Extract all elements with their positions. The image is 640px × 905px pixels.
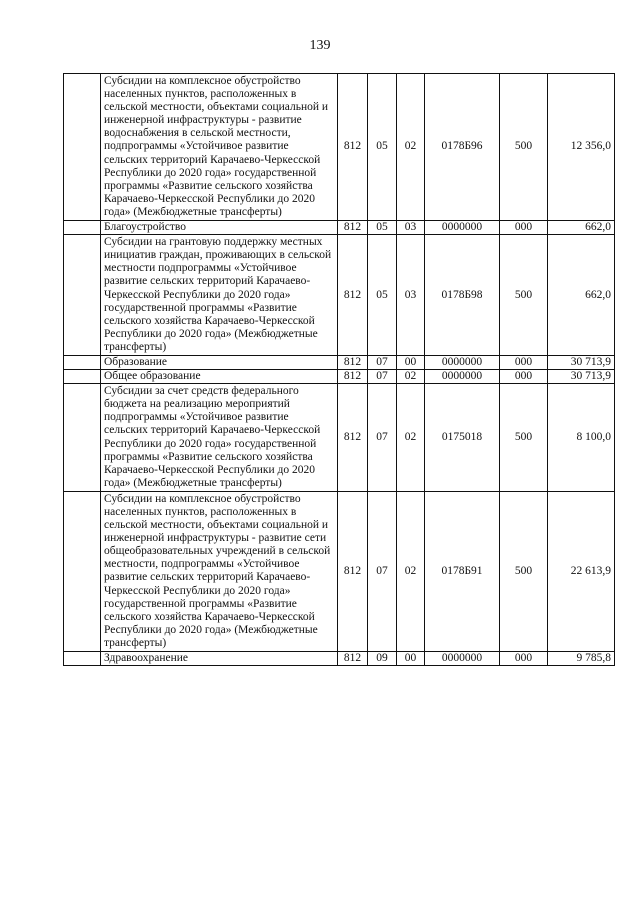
section-code: 09 <box>368 652 397 666</box>
target-article-code: 0175018 <box>425 384 500 492</box>
section-code: 07 <box>368 384 397 492</box>
blank-cell <box>64 355 101 369</box>
subsection-code: 02 <box>397 384 425 492</box>
expense-type-code: 500 <box>500 491 548 651</box>
blank-cell <box>64 235 101 356</box>
subsection-code: 03 <box>397 221 425 235</box>
item-name: Образование <box>101 355 338 369</box>
section-code: 07 <box>368 491 397 651</box>
item-name: Субсидии на комплексное обустройство населенных пунктов, расположенных в сельской местности, объектами социальной и инженерной инфраструктуры - развитие сети общеобразовательных учреждений в сельской местности, подпрограммы «Устойчивое развитие сельских территорий Карачаево-Черкесской Республики до 2020 года» государственной программы «Развитие сельского хозяйства Карачаево-Черкесской Республики до 2020 года» (Межбюджетные трансферты) <box>101 491 338 651</box>
target-article-code: 0178Б98 <box>425 235 500 356</box>
expense-type-code: 500 <box>500 74 548 221</box>
item-name: Субсидии на грантовую поддержку местных инициатив граждан, проживающих в сельской местности подпрограммы «Устойчивое развитие сельских территорий Карачаево-Черкесской Республики до 2020 года» государственной программы «Развитие сельского хозяйства Карачаево-Черкесской Республики до 2020 года» (Межбюджетные трансферты) <box>101 235 338 356</box>
table-row <box>64 491 615 651</box>
subsection-code: 00 <box>397 355 425 369</box>
glav-code: 812 <box>338 74 368 221</box>
table-row <box>64 370 615 384</box>
expense-type-code: 500 <box>500 384 548 492</box>
glav-code: 812 <box>338 355 368 369</box>
item-name: Субсидии за счет средств федерального бюджета на реализацию мероприятий подпрограммы «Устойчивое развитие сельских территорий Карачаево-Черкесской Республики до 2020 года» государственной программы «Развитие сельского хозяйства Карачаево-Черкесской Республики до 2020 года» (Межбюджетные трансферты) <box>101 384 338 492</box>
amount: 662,0 <box>548 221 615 235</box>
blank-cell <box>64 74 101 221</box>
amount: 662,0 <box>548 235 615 356</box>
target-article-code: 0000000 <box>425 652 500 666</box>
subsection-code: 03 <box>397 235 425 356</box>
amount: 30 713,9 <box>548 370 615 384</box>
glav-code: 812 <box>338 235 368 356</box>
table-row <box>64 384 615 492</box>
table-row <box>64 652 615 666</box>
glav-code: 812 <box>338 221 368 235</box>
glav-code: 812 <box>338 491 368 651</box>
glav-code: 812 <box>338 370 368 384</box>
subsection-code: 02 <box>397 491 425 651</box>
item-name: Общее образование <box>101 370 338 384</box>
blank-cell <box>64 221 101 235</box>
blank-cell <box>64 384 101 492</box>
blank-cell <box>64 652 101 666</box>
table-row <box>64 74 615 221</box>
expense-type-code: 500 <box>500 235 548 356</box>
subsection-code: 02 <box>397 370 425 384</box>
section-code: 07 <box>368 355 397 369</box>
section-code: 07 <box>368 370 397 384</box>
budget-table <box>63 73 615 666</box>
amount: 8 100,0 <box>548 384 615 492</box>
page-number: 139 <box>309 38 331 53</box>
item-name: Субсидии на комплексное обустройство населенных пунктов, расположенных в сельской местности, объектами социальной и инженерной инфраструктуры - развитие водоснабжения в сельской местности, подпрограммы «Устойчивое развитие сельских территорий Карачаево-Черкесской Республики до 2020 года» государственной программы «Развитие сельского хозяйства Карачаево-Черкесской Республики до 2020 года» (Межбюджетные трансферты) <box>101 74 338 221</box>
table-row <box>64 235 615 356</box>
subsection-code: 02 <box>397 74 425 221</box>
expense-type-code: 000 <box>500 370 548 384</box>
amount: 9 785,8 <box>548 652 615 666</box>
blank-cell <box>64 491 101 651</box>
glav-code: 812 <box>338 652 368 666</box>
table-row <box>64 221 615 235</box>
section-code: 05 <box>368 74 397 221</box>
target-article-code: 0178Б96 <box>425 74 500 221</box>
item-name: Благоустройство <box>101 221 338 235</box>
expense-type-code: 000 <box>500 221 548 235</box>
subsection-code: 00 <box>397 652 425 666</box>
section-code: 05 <box>368 235 397 356</box>
target-article-code: 0178Б91 <box>425 491 500 651</box>
expense-type-code: 000 <box>500 652 548 666</box>
target-article-code: 0000000 <box>425 370 500 384</box>
section-code: 05 <box>368 221 397 235</box>
target-article-code: 0000000 <box>425 221 500 235</box>
amount: 22 613,9 <box>548 491 615 651</box>
glav-code: 812 <box>338 384 368 492</box>
amount: 12 356,0 <box>548 74 615 221</box>
table-row <box>64 355 615 369</box>
amount: 30 713,9 <box>548 355 615 369</box>
blank-cell <box>64 370 101 384</box>
expense-type-code: 000 <box>500 355 548 369</box>
item-name: Здравоохранение <box>101 652 338 666</box>
target-article-code: 0000000 <box>425 355 500 369</box>
